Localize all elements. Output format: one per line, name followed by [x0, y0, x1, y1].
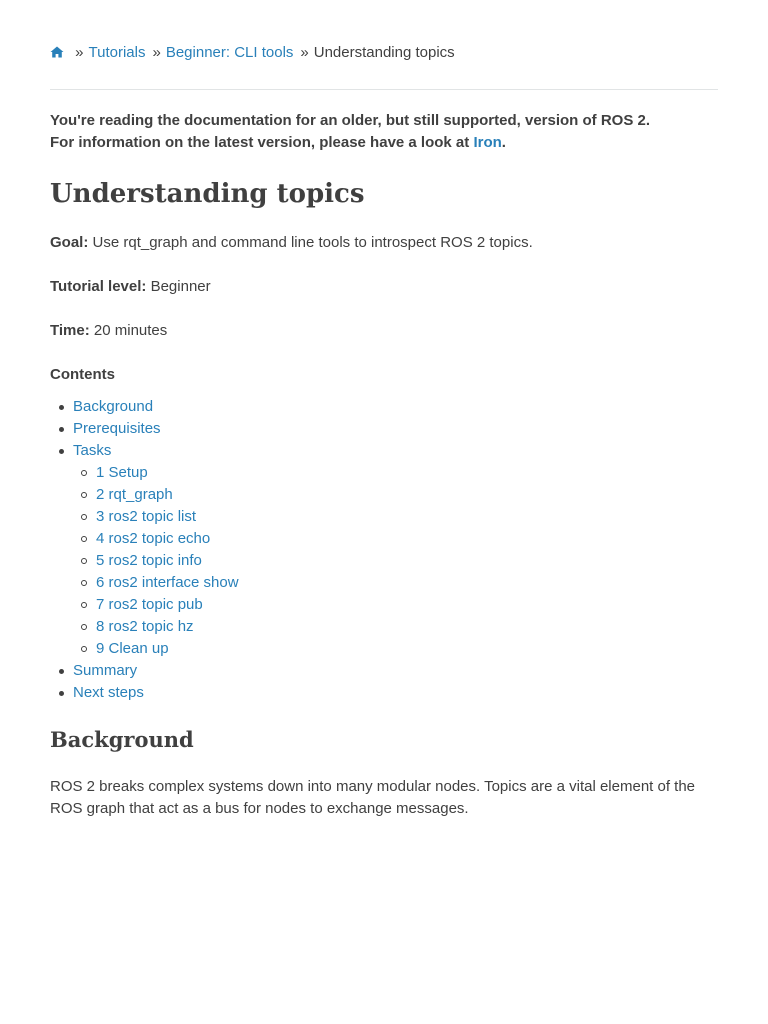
toc-link-next-steps[interactable]: Next steps: [73, 684, 144, 701]
latest-version-link[interactable]: Iron: [473, 134, 502, 151]
time-label: Time:: [50, 322, 90, 339]
version-notice-suffix: .: [501, 134, 506, 151]
toc-link-background[interactable]: Background: [73, 398, 154, 415]
toc-subitem: [73, 594, 239, 616]
time-field: [50, 320, 167, 342]
toc-link-topic-list[interactable]: 3 ros2 topic list: [96, 508, 197, 525]
toc-link-tasks[interactable]: Tasks: [73, 442, 112, 459]
toc-link-topic-pub[interactable]: 7 ros2 topic pub: [96, 596, 203, 613]
toc-subitem: [73, 484, 239, 506]
goal-value: Use rqt_graph and command line tools to introspect ROS 2 topics.: [88, 234, 533, 251]
toc-item: [50, 418, 239, 440]
breadcrumb-home-link[interactable]: [50, 44, 68, 61]
toc-item: [50, 440, 239, 660]
toc-link-rqt-graph[interactable]: 2 rqt_graph: [96, 486, 173, 503]
page-title: Understanding topics: [50, 179, 365, 209]
version-notice-text: You're reading the documentation for an older, but still supported, version of ROS 2. For information on the latest version, please have a look at: [50, 112, 651, 151]
toc-link-setup[interactable]: 1 Setup: [96, 464, 148, 481]
breadcrumb: [50, 42, 455, 64]
background-paragraph: ROS 2 breaks complex systems down into many modular nodes. Topics are a vital element of the ROS graph that act as a bus for nodes to exchange messages.: [50, 778, 696, 817]
toc-subitem: [73, 572, 239, 594]
toc-link-clean-up[interactable]: 9 Clean up: [96, 640, 169, 657]
toc-subitem: [73, 528, 239, 550]
toc-subsection-list: [73, 462, 239, 660]
toc-subitem: [73, 550, 239, 572]
version-notice: [50, 110, 670, 154]
breadcrumb-divider: [50, 89, 718, 90]
toc-link-topic-hz[interactable]: 8 ros2 topic hz: [96, 618, 194, 635]
toc-link-topic-echo[interactable]: 4 ros2 topic echo: [96, 530, 211, 547]
goal-field: [50, 232, 533, 254]
breadcrumb-separator: »: [75, 44, 84, 61]
breadcrumb-current: Understanding topics: [313, 44, 455, 61]
toc-link-summary[interactable]: Summary: [73, 662, 138, 679]
toc-item: [50, 660, 239, 682]
time-value: 20 minutes: [89, 322, 168, 339]
tutorial-level-label: Tutorial level:: [50, 278, 147, 295]
toc-link-prerequisites[interactable]: Prerequisites: [73, 420, 161, 437]
toc-subitem: [73, 506, 239, 528]
toc-item: [50, 682, 239, 704]
toc-subitem: [73, 638, 239, 660]
contents-heading: Contents: [50, 366, 115, 383]
toc-link-interface-show[interactable]: 6 ros2 interface show: [96, 574, 239, 591]
tutorial-level-field: [50, 276, 211, 298]
toc-link-topic-info[interactable]: 5 ros2 topic info: [96, 552, 202, 569]
goal-label: Goal:: [50, 234, 89, 251]
breadcrumb-separator: »: [152, 44, 161, 61]
table-of-contents: [50, 396, 239, 704]
toc-subitem: [73, 616, 239, 638]
tutorial-level-value: Beginner: [146, 278, 211, 295]
home-icon: [50, 46, 64, 58]
toc-item: [50, 396, 239, 418]
breadcrumb-item-beginner-cli-tools[interactable]: Beginner: CLI tools: [165, 44, 294, 61]
breadcrumb-separator: »: [300, 44, 309, 61]
breadcrumb-item-tutorials[interactable]: Tutorials: [88, 44, 146, 61]
background-heading: Background: [50, 727, 194, 752]
toc-subitem: [73, 462, 239, 484]
